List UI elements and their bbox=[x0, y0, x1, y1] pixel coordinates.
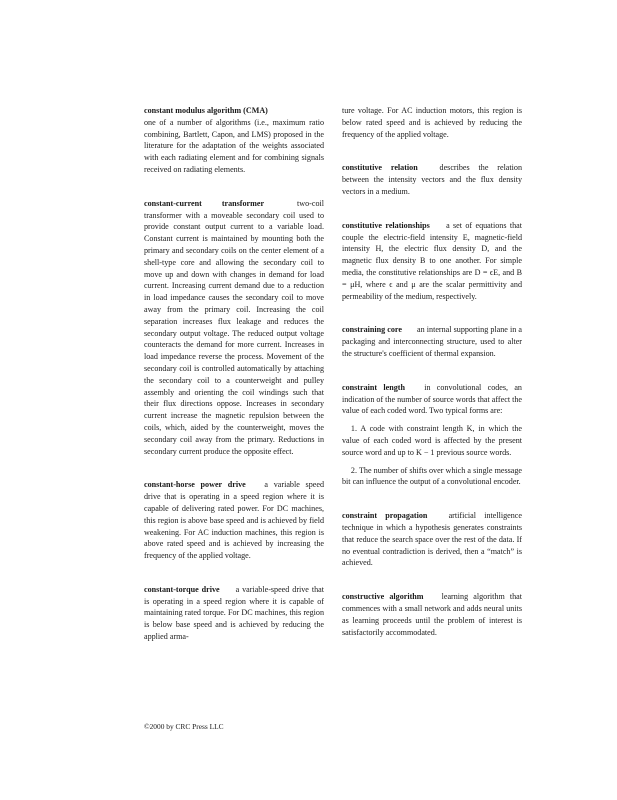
entry-constant-torque-drive bbox=[144, 584, 324, 643]
entry-constant-current-transformer bbox=[144, 198, 324, 458]
term-definition: a variable-speed drive that is operating in a speed region where it is capable of maintaining rated torque. For DC machines, this region is below base speed and is achieved by reducing the applied arma- bbox=[144, 584, 324, 642]
entry-constraint-propagation bbox=[342, 510, 522, 569]
constraint-length-intro bbox=[342, 382, 522, 417]
left-column bbox=[144, 105, 324, 643]
entry-constitutive-relation bbox=[342, 162, 522, 197]
term-definition: artificial intelligence technique in which a hypothesis generates constraints that reduce the search space over the rest of the data. If no eventual contradiction is derived, then a “match” is achieved. bbox=[342, 511, 522, 568]
term-definition: describes the relation between the intensity vectors and the flux density vectors in a medium. bbox=[342, 163, 522, 196]
term-heading: constitutive relationships bbox=[342, 220, 430, 230]
term-definition: a variable speed drive that is operating in a speed region where it is capable of delivering rated power. For DC machines, this region is above base speed and is achieved by field weakening. For AC induction machines, this region is above rated speed and is achieved by increasing the frequency of the applied voltage. bbox=[144, 480, 324, 561]
term-heading: constraint propagation bbox=[342, 511, 428, 521]
right-column bbox=[342, 105, 522, 638]
entry-continuation bbox=[342, 105, 522, 140]
term-heading: constant-horse power drive bbox=[144, 480, 246, 490]
entry-constitutive-relationships bbox=[342, 220, 522, 303]
entry-constant-modulus-algorithm bbox=[144, 105, 324, 176]
continuation-text: ture voltage. For AC induction motors, this region is below rated speed and is achieved by reducing the frequency of the applied voltage. bbox=[342, 106, 522, 139]
term-definition: learning algorithm that commences with a small network and adds neural units as learning proceeds until the problem of interest is satisfactorily accommodated. bbox=[342, 592, 522, 637]
constraint-length-item-2: 2. The number of shifts over which a single message bit can influence the output of a convolutional encoder. bbox=[342, 465, 522, 487]
term-heading: constant-torque drive bbox=[144, 584, 220, 594]
term-definition: a set of equations that couple the electric-field intensity E, magnetic-field intensity H, the electric flux density D, and the magnetic flux density B to one another. For simple media, the constitutive relationships are D = ϵE, and B = μH, where ϵ and μ are the scalar permittivity and permeability of the medium, respectively. bbox=[342, 220, 522, 301]
entry-constraining-core bbox=[342, 324, 522, 359]
term-heading: constraint length bbox=[342, 382, 405, 392]
term-definition: one of a number of algorithms (i.e., maximum ratio combining, Bartlett, Capon, and LMS) proposed in the literature for the adaptation of the weights associated with each radiating element and for combining signals received on radiating elements. bbox=[144, 117, 324, 174]
entry-constant-horse-power-drive bbox=[144, 479, 324, 562]
copyright-footer: ©2000 by CRC Press LLC bbox=[144, 722, 224, 731]
term-heading: constant modulus algorithm (CMA) bbox=[144, 106, 268, 115]
term-definition: an internal supporting plane in a packaging and interconnecting structure, used to alter the structure's coefficient of thermal expansion. bbox=[342, 325, 523, 358]
term-heading: constructive algorithm bbox=[342, 592, 424, 602]
term-definition: in convolutional codes, an indication of the number of source words that affect the value of each coded word. Two typical forms are: bbox=[342, 382, 522, 416]
entry-constructive-algorithm bbox=[342, 591, 522, 638]
term-heading: constraining core bbox=[342, 325, 402, 335]
constraint-length-item-1: 1. A code with constraint length K, in which the value of each coded word is affected by the present source word and up to K − 1 previous source words. bbox=[342, 424, 522, 457]
term-heading: constitutive relation bbox=[342, 163, 418, 173]
term-heading: constant-current transformer bbox=[144, 198, 265, 208]
term-definition: two-coil transformer with a moveable secondary coil used to provide constant output current to a variable load. Constant current is maintained by mounting both the primary and secondary coils on the center element of a shell-type core and allowing the secondary coil to move up and down with changes in demand for load current. Increasing current demand due to a reduction in load impedance causes the secondary coil to move away from the primary coil. Increasing the coil separation increases flux leakage and reduces the secondary output voltage. The reduced output voltage counteracts the demand for more current. Increases in load impedance reverse the process. Movement of the secondary coil is controlled automatically by attaching the secondary coil to a counterweight and pulley assembly and orienting the coil windings such that their flux directions oppose. Increases in secondary current increase the magnetic repulsion between the coils, which, aided by the counterweight, moves the secondary coil away from the primary. Reductions in secondary current produce the opposite effect. bbox=[144, 198, 324, 456]
entry-constraint-length bbox=[342, 382, 522, 488]
